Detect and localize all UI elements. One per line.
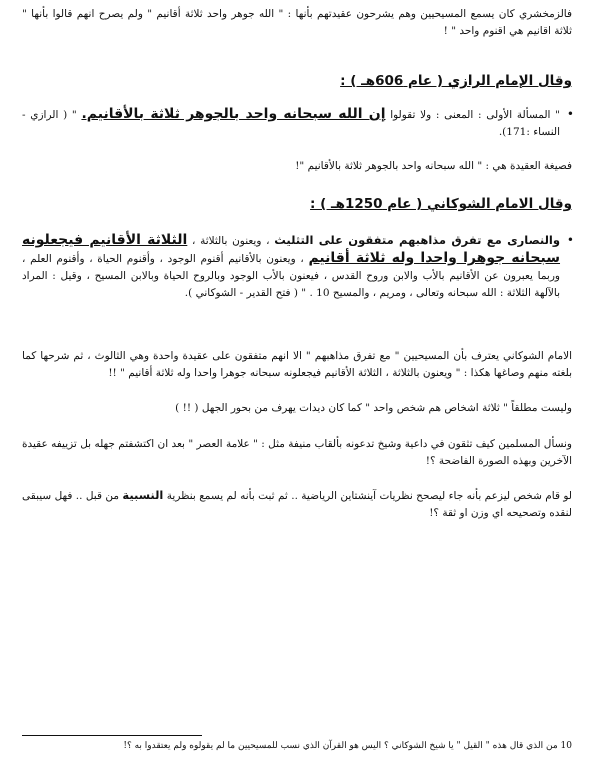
paragraph-text: فالزمخشري كان يسمع المسيحيين وهم يشرحون عقيدتهم بأنها : " الله جوهر واحد ثلاثة أقانيم " ولم يصرح انهم قالوا بأنها " ثلاثة اقانيم هي اقنوم واحد " ! bbox=[22, 8, 572, 37]
relativity-emphasis: النسبية bbox=[122, 488, 164, 502]
paragraph-text: ونسأل المسلمين كيف تثقون في داعية وشيخ تدعونه بألقاب منيفة مثل : " علامة العصر " بعد ان اكتشفتم جهله بل تزييفه عقيدة الآخرين وبهذه الصورة الفاضحة ؟! bbox=[22, 438, 572, 467]
footnote bbox=[22, 740, 572, 753]
paragraph-text-pre: لو قام شخص ليزعم بأنه جاء ليصحح نظريات آينشتاين الرياضية .. ثم ثبت بأنه لم يسمع بنظرية bbox=[163, 490, 572, 502]
quote-text-mid: ، ويعنون بالثلاثة ، bbox=[187, 235, 275, 247]
heading-shawkani bbox=[22, 195, 572, 213]
paragraph-text: وليست مطلقاً " ثلاثة اشخاص هم شخص واحد " كما كان ديدات يهرف من بحور الجهل ( !! ) bbox=[175, 402, 572, 414]
paragraph-einstein bbox=[22, 487, 572, 522]
paragraph-text-post: من قبل .. فهل سيبقى لنقده وتصحيحه اي وزن او ثقة ؟! bbox=[22, 490, 572, 519]
quote-emphasis: إن الله سبحانه واحد بالجوهر ثلاثة بالأقانيم. bbox=[81, 106, 386, 122]
quote-text-post: " ( الرازي - النساء :171). bbox=[22, 109, 560, 138]
quote-emphasis: الثلاثة الأقانيم فيجعلونه سبحانه جوهرا واحدا وله ثلاثة أقانيم bbox=[22, 232, 561, 266]
paragraph-text: الامام الشوكاني يعترف بأن المسيحيين " مع تفرق مذاهبهم " الا انهم متفقون على عقيدة واحدة وهي الثالوث ، ثم شرحها كما بلغته منهم وصاغها هكذا : " ويعنون بالثلاثة ، الثلاثة الأقانيم فيجعلونه سبحانه جوهرا واحدا وله ثلاثة أقانيم " !! bbox=[22, 350, 572, 379]
bullet-icon: • bbox=[566, 233, 574, 247]
heading-text: وقال الامام الشوكاني ( عام 1250هـ ) : bbox=[310, 196, 572, 212]
quote-text-pre: " المسألة الأولى : المعنى : ولا تقولوا bbox=[385, 109, 561, 121]
paragraph-question bbox=[22, 436, 572, 470]
paragraph-shawkani-admits bbox=[22, 348, 572, 382]
quote-lead: والنصارى مع تفرق مذاهبهم متفقون على التثليث bbox=[274, 233, 561, 247]
paragraph-zamakhshari bbox=[22, 6, 572, 40]
paragraph-formula bbox=[22, 158, 572, 175]
heading-razi bbox=[22, 72, 572, 90]
quote-text-post: ، ويعنون بالأقانيم أقنوم الوجود ، وأقنوم الحياة ، وأقنوم العلم ، وربما يعبرون عن الأقانيم بالأب والابن وروح القدس ، فيعنون بالأب الوجود وبالروح الحياة وبالابن المسيح ، وقيل : المراد بالآلهة الثلاثة : الله سبحانه وتعالى ، ومريم ، والمسيح 10 . " ( فتح القدير - الشوكاني ). bbox=[22, 253, 560, 299]
bullet-shawkani-quote bbox=[22, 232, 574, 302]
footnote-divider bbox=[22, 735, 202, 736]
heading-text: وقال الإمام الرازي ( عام 606هـ ) : bbox=[340, 73, 572, 89]
bullet-razi-quote bbox=[22, 106, 574, 141]
paragraph-deedat bbox=[22, 400, 572, 417]
footnote-text: 10 من الذي قال هذه " القيل " يا شيخ الشوكاني ؟ اليس هو القرآن الذي نسب للمسيحيين ما لم يقولوه ولم يعتقدوا به ؟! bbox=[123, 741, 572, 751]
bullet-icon: • bbox=[566, 107, 574, 121]
paragraph-text: فصيغة العقيدة هي : " الله سبحانه واحد بالجوهر ثلاثة بالأقانيم "! bbox=[295, 160, 572, 172]
